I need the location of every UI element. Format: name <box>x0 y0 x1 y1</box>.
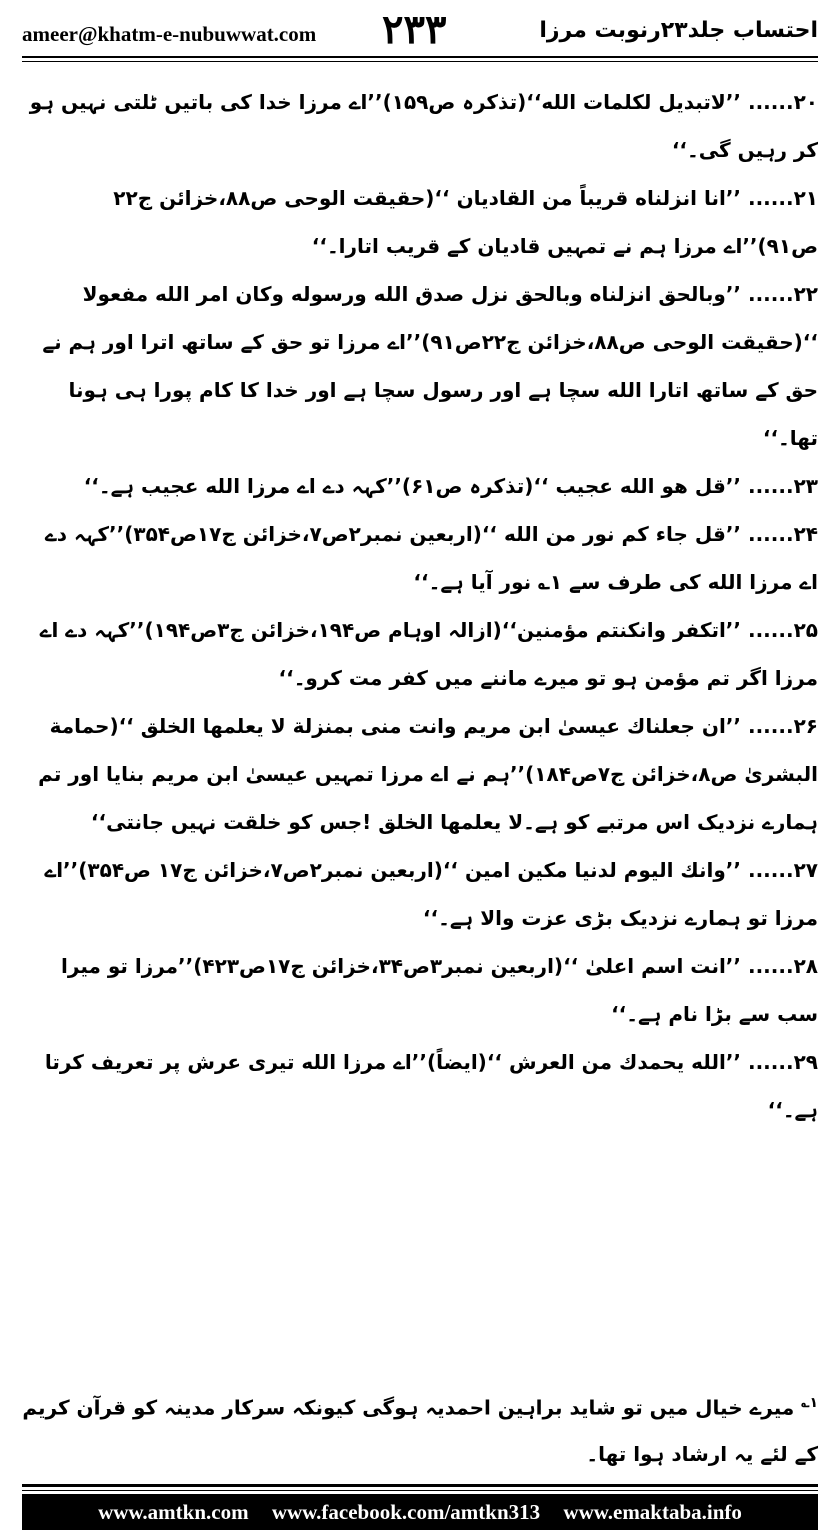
header-email: ameer@khatm-e-nubuwwat.com <box>22 22 317 46</box>
item-number: ۲۶ <box>793 714 818 738</box>
item-text: ’’وانك الیوم لدنیا مکین امین ‘‘(اربعین نمبر۲ص۷،خزائن ج۱۷ ص۳۵۴)’’اے مرزا تو ہمارے نزدیک بڑی عزت والا ہے۔‘‘ <box>44 858 818 930</box>
footer-rule <box>22 1484 818 1487</box>
item-text: ’’قل هو الله عجیب ‘‘(تذکرہ ص۶۱)’’کہہ دے اے مرزا الله عجیب ہے۔‘‘ <box>83 474 742 498</box>
item-text: ’’قل جاء کم نور من الله ‘‘(اربعین نمبر۲ص۷،خزائن ج۱۷ص۳۵۴)’’کہہ دے اے مرزا الله کی طرف سے ۱؎ نور آیا ہے۔‘‘ <box>45 522 818 594</box>
page-header <box>0 0 840 78</box>
header-rule-thin <box>22 61 818 62</box>
item-number: ۲۰ <box>793 90 818 114</box>
footer-link-emaktaba[interactable]: www.emaktaba.info <box>563 1500 742 1524</box>
list-item: ۲۳...... ’’قل هو الله عجیب ‘‘(تذکرہ ص۶۱)’’کہہ دے اے مرزا الله عجیب ہے۔‘‘ <box>83 474 818 498</box>
list-item: ۲۹...... ’’الله یحمدك من العرش ‘‘(ایضاً)’’اے مرزا الله تیری عرش پر تعریف کرتا ہے۔‘‘ <box>44 1050 818 1122</box>
page-number: ۲۳۳ <box>382 6 447 53</box>
item-text: ’’وبالحق انزلناه وبالحق نزل صدق الله ورسوله وکان امر الله مفعولا ‘‘(حقیقت الوحی ص۸۸،خزائن ج۲۲ص۹۱)’’اے مرزا تو حق کے ساتھ اترا اور ہم نے حق کے ساتھ اتارا الله سچا ہے اور رسول سچا ہے اور خدا کا کام پورا ہی ہونا تھا۔‘‘ <box>42 282 818 450</box>
list-item: ۲۲...... ’’وبالحق انزلناه وبالحق نزل صدق الله ورسوله وکان امر الله مفعولا ‘‘(حقیقت الوحی ص۸۸،خزائن ج۲۲ص۹۱)’’اے مرزا تو حق کے ساتھ اترا اور ہم نے حق کے ساتھ اتارا الله سچا ہے اور رسول سچا ہے اور خدا کا کام پورا ہی ہونا تھا۔‘‘ <box>42 282 818 450</box>
footer-bar <box>22 1494 818 1530</box>
item-text: ’’ان جعلناك عیسیٰ ابن مریم وانت منی بمنزلة لا یعلمها الخلق ‘‘(حمامة البشریٰ ص۸،خزائن ج۷ص۱۸۴)’’ہم نے اے مرزا تمہیں عیسیٰ ابن مریم بنایا اور تم ہمارے نزدیک اس مرتبے کو ہے۔لا یعلمها الخلق !جس کو خلقت نہیں جانتی‘‘ <box>38 714 818 834</box>
list-item: ۲۰...... ’’لاتبدیل لکلمات الله‘‘(تذکرہ ص۱۵۹)’’اے مرزا خدا کی باتیں ٹلتی نہیں ہو کر رہیں گی۔‘‘ <box>29 90 818 162</box>
item-text: ’’اتکفر وانکنتم مؤمنین‘‘(ازالہ اوہام ص۱۹۴،خزائن ج۳ص۱۹۴)’’کہہ دے اے مرزا اگر تم مؤمن ہو تو میرے ماننے میں کفر مت کرو۔‘‘ <box>39 618 818 690</box>
footnote <box>22 1380 818 1477</box>
list-item: ۲۴...... ’’قل جاء کم نور من الله ‘‘(اربعین نمبر۲ص۷،خزائن ج۱۷ص۳۵۴)’’کہہ دے اے مرزا الله کی طرف سے ۱؎ نور آیا ہے۔‘‘ <box>45 522 818 594</box>
list-item: ۲۷...... ’’وانك الیوم لدنیا مکین امین ‘‘(اربعین نمبر۲ص۷،خزائن ج۱۷ ص۳۵۴)’’اے مرزا تو ہمارے نزدیک بڑی عزت والا ہے۔‘‘ <box>44 858 818 930</box>
item-number: ۲۲ <box>793 282 818 306</box>
item-number: ۲۵ <box>793 618 818 642</box>
footnote-mark: ۱؎ <box>801 1395 818 1411</box>
footer-link-amtkn[interactable]: www.amtkn.com <box>98 1500 249 1524</box>
list-item: ۲۱...... ’’انا انزلناه قریباً من القادیان ‘‘(حقیقت الوحی ص۸۸،خزائن ج۲۲ ص۹۱)’’اے مرزا ہم نے تمہیں قادیان کے قریب اتارا۔‘‘ <box>113 186 818 258</box>
item-number: ۲۴ <box>793 522 818 546</box>
footnote-text: میرے خیال میں تو شاید براہین احمدیہ ہوگی کیونکہ سرکار مدینہ کو قرآن کریم کے لئے یہ ارشاد ہوا تھا۔ <box>22 1395 818 1466</box>
item-text: ’’لاتبدیل لکلمات الله‘‘(تذکرہ ص۱۵۹)’’اے مرزا خدا کی باتیں ٹلتی نہیں ہو کر رہیں گی۔‘‘ <box>29 90 818 162</box>
list-item: ۲۶...... ’’ان جعلناك عیسیٰ ابن مریم وانت منی بمنزلة لا یعلمها الخلق ‘‘(حمامة البشریٰ ص۸،خزائن ج۷ص۱۸۴)’’ہم نے اے مرزا تمہیں عیسیٰ ابن مریم بنایا اور تم ہمارے نزدیک اس مرتبے کو ہے۔لا یعلمها الخلق !جس کو خلقت نہیں جانتی‘‘ <box>38 714 818 834</box>
book-title: احتساب جلد۲۳رنوبت مرزا <box>539 18 818 43</box>
item-number: ۲۹ <box>793 1050 818 1074</box>
list-item: ۲۵...... ’’اتکفر وانکنتم مؤمنین‘‘(ازالہ اوہام ص۱۹۴،خزائن ج۳ص۱۹۴)’’کہہ دے اے مرزا اگر تم مؤمن ہو تو میرے ماننے میں کفر مت کرو۔‘‘ <box>39 618 818 690</box>
item-text: ’’الله یحمدك من العرش ‘‘(ایضاً)’’اے مرزا الله تیری عرش پر تعریف کرتا ہے۔‘‘ <box>44 1050 818 1122</box>
item-text: ’’انت اسم اعلیٰ ‘‘(اربعین نمبر۳ص۳۴،خزائن ج۱۷ص۴۲۳)’’مرزا تو میرا سب سے بڑا نام ہے۔‘‘ <box>61 954 818 1026</box>
footer-link-facebook[interactable]: www.facebook.com/amtkn313 <box>271 1500 541 1524</box>
item-number: ۲۱ <box>793 186 818 210</box>
list-item: ۲۸...... ’’انت اسم اعلیٰ ‘‘(اربعین نمبر۳ص۳۴،خزائن ج۱۷ص۴۲۳)’’مرزا تو میرا سب سے بڑا نام ہے۔‘‘ <box>61 954 818 1026</box>
page-body <box>22 78 818 1134</box>
item-text: ’’انا انزلناه قریباً من القادیان ‘‘(حقیقت الوحی ص۸۸،خزائن ج۲۲ ص۹۱)’’اے مرزا ہم نے تمہیں قادیان کے قریب اتارا۔‘‘ <box>113 186 818 258</box>
footer-rule-thin <box>22 1490 818 1491</box>
item-number: ۲۸ <box>793 954 818 978</box>
header-rule <box>22 56 818 58</box>
item-number: ۲۳ <box>793 474 818 498</box>
item-number: ۲۷ <box>793 858 818 882</box>
